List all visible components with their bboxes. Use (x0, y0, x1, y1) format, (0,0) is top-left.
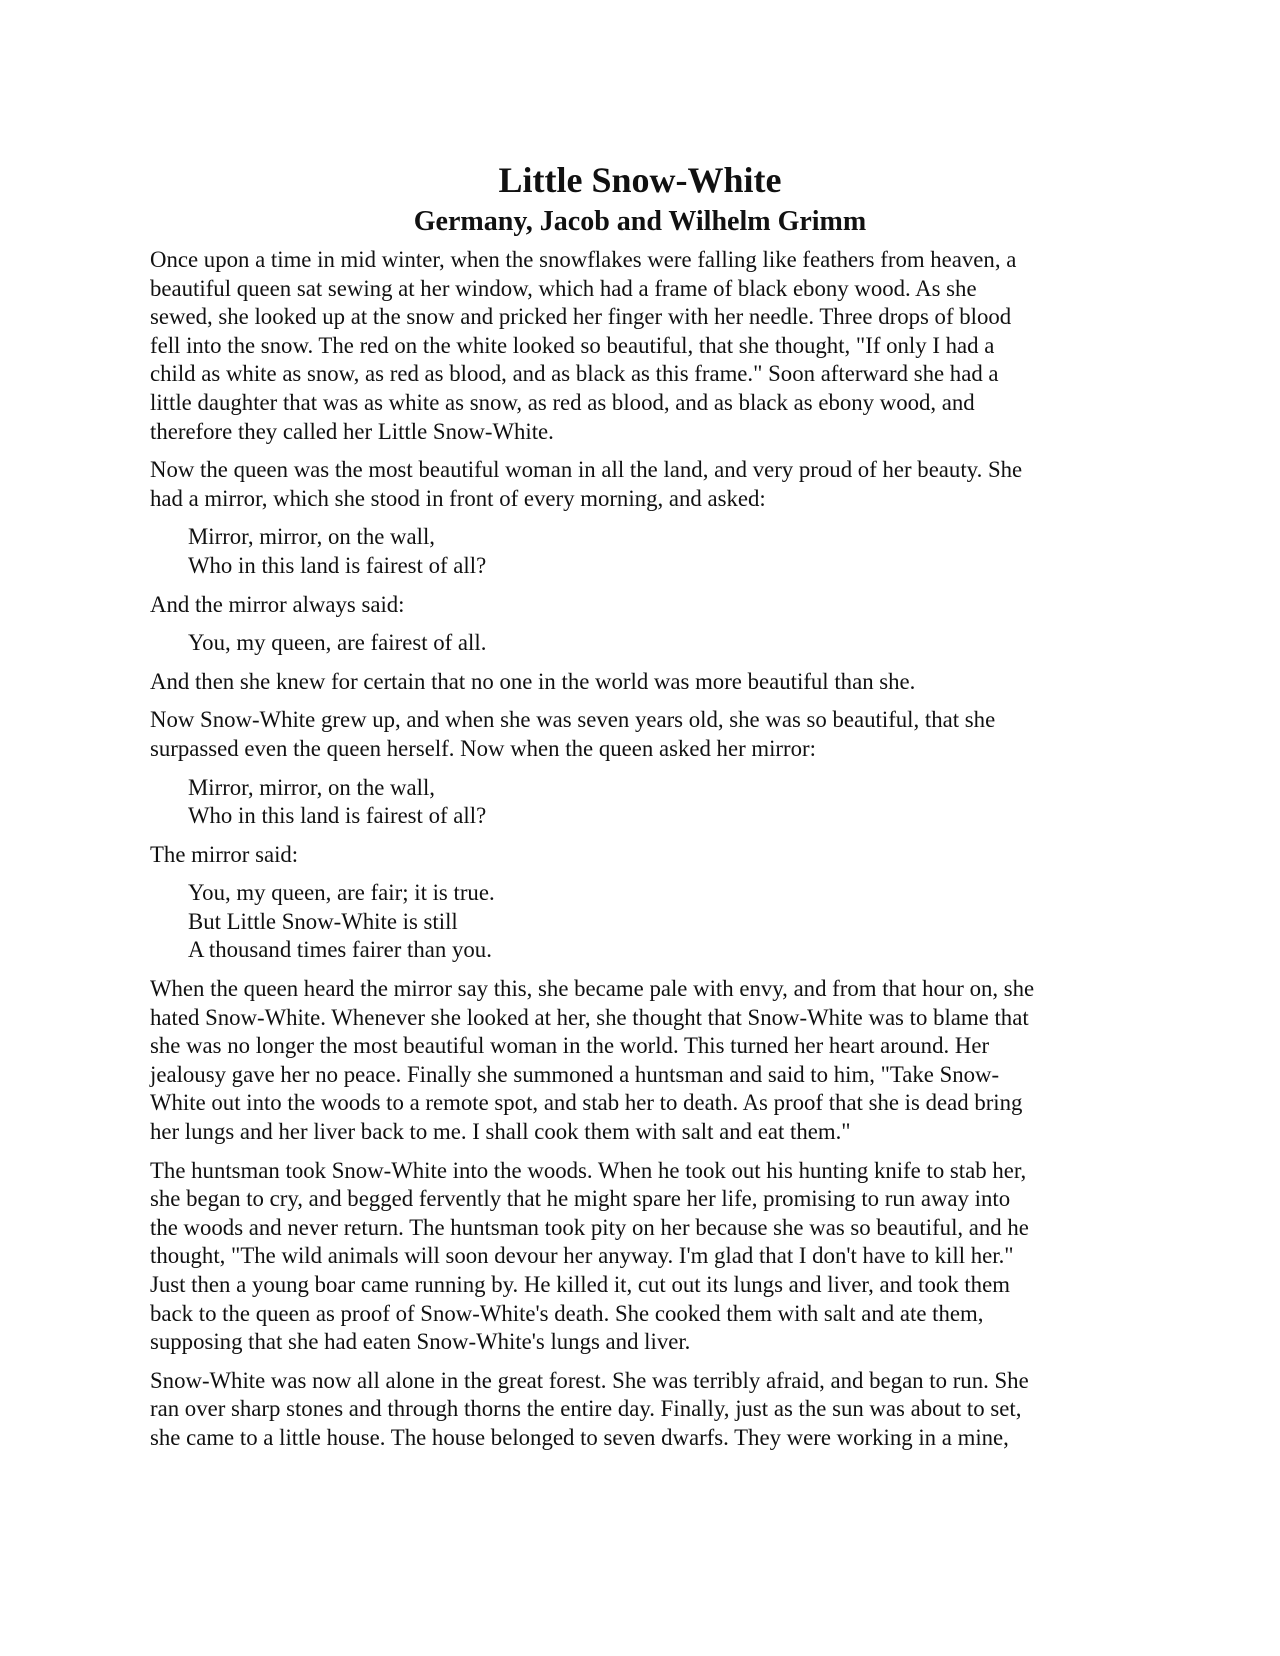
verse-line: Who in this land is fairest of all? (188, 803, 487, 829)
document-page (150, 158, 1130, 1463)
text-line: The mirror said: (150, 841, 299, 867)
verse-line: But Little Snow-White is still (188, 908, 458, 934)
text-line: Now the queen was the most beautiful woman in all the land, and very proud of her beauty. She (150, 457, 1023, 483)
paragraph (150, 841, 1130, 870)
text-line: little daughter that was as white as snow, as red as blood, and as black as ebony wood, and (150, 389, 975, 415)
text-line: surpassed even the queen herself. Now when the queen asked her mirror: (150, 735, 816, 761)
verse-block (188, 629, 1130, 658)
verse-line: You, my queen, are fair; it is true. (188, 880, 495, 906)
verse-line: Who in this land is fairest of all? (188, 552, 487, 578)
text-line: she came to a little house. The house belonged to seven dwarfs. They were working in a mine, (150, 1424, 1009, 1450)
text-line: had a mirror, which she stood in front of every morning, and asked: (150, 485, 766, 511)
text-line: White out into the woods to a remote spot, and stab her to death. As proof that she is dead bring (150, 1090, 1023, 1116)
verse-line: Mirror, mirror, on the wall, (188, 524, 435, 550)
text-line: sewed, she looked up at the snow and pricked her finger with her needle. Three drops of blood (150, 304, 1012, 330)
paragraph (150, 1367, 1130, 1453)
document-body (150, 246, 1130, 1453)
text-line: therefore they called her Little Snow-White. (150, 418, 554, 444)
text-line: her lungs and her liver back to me. I shall cook them with salt and eat them." (150, 1119, 851, 1145)
verse-line: A thousand times fairer than you. (188, 937, 492, 963)
text-line: beautiful queen sat sewing at her window, which had a frame of black ebony wood. As she (150, 275, 977, 301)
document-title: Little Snow-White (498, 160, 782, 200)
text-line: hated Snow-White. Whenever she looked at her, she thought that Snow-White was to blame that (150, 1004, 1029, 1030)
text-line: fell into the snow. The red on the white looked so beautiful, that she thought, "If only I had a (150, 332, 995, 358)
text-line: the woods and never return. The huntsman took pity on her because she was so beautiful, and he (150, 1214, 1029, 1240)
text-line: Once upon a time in mid winter, when the snowflakes were falling like feathers from heaven, a (150, 247, 1017, 272)
paragraph (150, 975, 1130, 1147)
text-line: The huntsman took Snow-White into the woods. When he took out his hunting knife to stab her, (150, 1157, 1027, 1183)
verse-line: Mirror, mirror, on the wall, (188, 774, 435, 800)
verse-block (188, 774, 1130, 831)
text-line: she began to cry, and begged fervently that he might spare her life, promising to run away into (150, 1186, 1011, 1212)
text-line: And the mirror always said: (150, 591, 405, 617)
text-line: thought, "The wild animals will soon devour her anyway. I'm glad that I don't have to kill her." (150, 1243, 1014, 1269)
document-subtitle: Germany, Jacob and Wilhelm Grimm (413, 206, 867, 237)
paragraph (150, 706, 1130, 763)
paragraph (150, 591, 1130, 620)
text-line: jealousy gave her no peace. Finally she summoned a huntsman and said to him, "Take Snow- (150, 1061, 1000, 1087)
text-line: Snow-White was now all alone in the great forest. She was terribly afraid, and began to run. She (150, 1367, 1029, 1393)
text-line: When the queen heard the mirror say this, she became pale with envy, and from that hour on, she (150, 976, 1035, 1002)
text-line: child as white as snow, as red as blood, and as black as this frame." Soon afterward she had a (150, 361, 999, 387)
text-line: supposing that she had eaten Snow-White's lungs and liver. (150, 1329, 691, 1355)
text-line: she was no longer the most beautiful woman in the world. This turned her heart around. Her (150, 1033, 990, 1059)
paragraph (150, 1157, 1130, 1357)
text-line: back to the queen as proof of Snow-White's death. She cooked them with salt and ate them, (150, 1300, 984, 1326)
text-line: Just then a young boar came running by. He killed it, cut out its lungs and liver, and took them (150, 1272, 1010, 1297)
paragraph (150, 668, 1130, 697)
text-line: ran over sharp stones and through thorns the entire day. Finally, just as the sun was about to set, (150, 1396, 1022, 1422)
paragraph (150, 456, 1130, 513)
verse-block (188, 879, 1130, 965)
verse-block (188, 523, 1130, 580)
text-line: Now Snow-White grew up, and when she was seven years old, she was so beautiful, that she (150, 707, 996, 733)
text-line: And then she knew for certain that no one in the world was more beautiful than she. (150, 668, 916, 694)
verse-line: You, my queen, are fairest of all. (188, 630, 487, 656)
paragraph (150, 246, 1130, 446)
